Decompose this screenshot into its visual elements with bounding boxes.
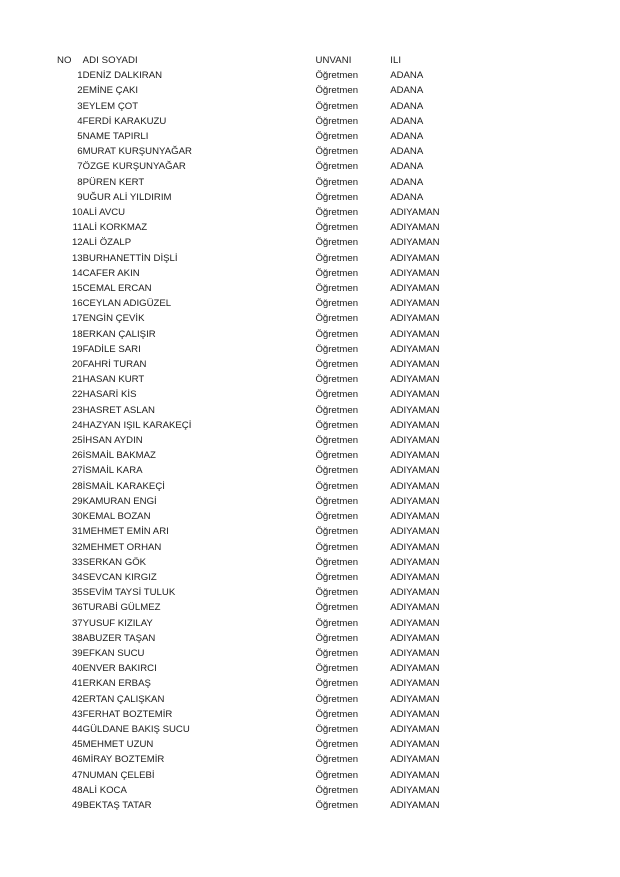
cell-city: ADIYAMAN bbox=[390, 419, 440, 431]
cell-no: 21 bbox=[71, 374, 83, 386]
cell-no: 47 bbox=[71, 769, 83, 781]
cell-name: KEMAL BOZAN bbox=[82, 511, 151, 523]
table-row bbox=[57, 616, 497, 631]
cell-name: NAME TAPIRLI bbox=[82, 131, 149, 143]
table-row bbox=[57, 190, 497, 205]
table-row bbox=[57, 570, 497, 585]
cell-no: 4 bbox=[77, 115, 83, 127]
cell-title: Öğretmen bbox=[315, 374, 359, 386]
cell-title: Öğretmen bbox=[315, 632, 359, 644]
cell-name: BURHANETTİN DİŞLİ bbox=[82, 252, 178, 264]
cell-name: KAMURAN ENGİ bbox=[82, 495, 157, 507]
cell-city: ADANA bbox=[390, 191, 424, 203]
cell-name: ABUZER TAŞAN bbox=[82, 632, 156, 644]
cell-city: ADANA bbox=[390, 176, 424, 188]
cell-name: İHSAN AYDIN bbox=[82, 435, 143, 447]
cell-title: Öğretmen bbox=[315, 328, 359, 340]
cell-name: İSMAİL KARAKEÇİ bbox=[82, 480, 165, 492]
table-row bbox=[57, 783, 497, 798]
cell-name: ALİ KOCA bbox=[82, 784, 127, 796]
cell-no: 29 bbox=[71, 495, 83, 507]
cell-name: EMİNE ÇAKI bbox=[82, 85, 139, 97]
cell-city: ADIYAMAN bbox=[390, 632, 440, 644]
cell-title: Öğretmen bbox=[315, 359, 359, 371]
cell-name: MURAT KURŞUNYAĞAR bbox=[82, 146, 192, 158]
cell-title: Öğretmen bbox=[315, 571, 359, 583]
table-row bbox=[57, 403, 497, 418]
cell-title: Öğretmen bbox=[315, 465, 359, 477]
cell-name: ENGİN ÇEVİK bbox=[82, 313, 145, 325]
cell-city: ADIYAMAN bbox=[390, 678, 440, 690]
table-row bbox=[57, 205, 497, 220]
cell-city: ADIYAMAN bbox=[390, 343, 440, 355]
cell-no: 34 bbox=[71, 571, 83, 583]
cell-title: Öğretmen bbox=[315, 222, 359, 234]
cell-no: 32 bbox=[71, 541, 83, 553]
table-row bbox=[57, 311, 497, 326]
personnel-list-container bbox=[57, 53, 557, 813]
cell-name: FAHRİ TURAN bbox=[82, 359, 147, 371]
cell-city: ADIYAMAN bbox=[390, 465, 440, 477]
cell-city: ADIYAMAN bbox=[390, 587, 440, 599]
cell-no: 16 bbox=[71, 298, 83, 310]
cell-title: Öğretmen bbox=[315, 237, 359, 249]
table-row bbox=[57, 296, 497, 311]
cell-title: Öğretmen bbox=[315, 450, 359, 462]
cell-title: Öğretmen bbox=[315, 191, 359, 203]
table-row bbox=[57, 494, 497, 509]
cell-title: Öğretmen bbox=[315, 587, 359, 599]
cell-title: Öğretmen bbox=[315, 739, 359, 751]
cell-title: Öğretmen bbox=[315, 85, 359, 97]
table-row bbox=[57, 327, 497, 342]
cell-name: ENVER BAKIRCI bbox=[82, 663, 157, 675]
cell-city: ADIYAMAN bbox=[390, 480, 440, 492]
cell-title: Öğretmen bbox=[315, 799, 359, 811]
table-row bbox=[57, 418, 497, 433]
table-row bbox=[57, 129, 497, 144]
cell-no: 44 bbox=[71, 723, 83, 735]
cell-title: Öğretmen bbox=[315, 541, 359, 553]
cell-no: 30 bbox=[71, 511, 83, 523]
cell-title: Öğretmen bbox=[315, 511, 359, 523]
cell-no: 13 bbox=[71, 252, 83, 264]
cell-city: ADIYAMAN bbox=[390, 435, 440, 447]
table-row bbox=[57, 342, 497, 357]
cell-title: Öğretmen bbox=[315, 769, 359, 781]
table-row bbox=[57, 646, 497, 661]
cell-name: NUMAN ÇELEBİ bbox=[82, 769, 155, 781]
table-row bbox=[57, 266, 497, 281]
cell-city: ADIYAMAN bbox=[390, 769, 440, 781]
cell-title: Öğretmen bbox=[315, 70, 359, 82]
cell-title: Öğretmen bbox=[315, 283, 359, 295]
cell-name: SERKAN GÖK bbox=[82, 556, 147, 568]
cell-city: ADIYAMAN bbox=[390, 617, 440, 629]
cell-no: 9 bbox=[77, 191, 83, 203]
cell-city: ADANA bbox=[390, 85, 424, 97]
cell-title: Öğretmen bbox=[315, 146, 359, 158]
cell-city: ADIYAMAN bbox=[390, 556, 440, 568]
table-row bbox=[57, 68, 497, 83]
personnel-table bbox=[57, 53, 497, 813]
cell-title: Öğretmen bbox=[315, 131, 359, 143]
cell-name: BEKTAŞ TATAR bbox=[82, 799, 152, 811]
cell-no: 33 bbox=[71, 556, 83, 568]
cell-no: 49 bbox=[71, 799, 83, 811]
cell-name: HAZYAN IŞIL KARAKEÇİ bbox=[82, 419, 192, 431]
cell-city: ADIYAMAN bbox=[390, 283, 440, 295]
cell-no: 20 bbox=[71, 359, 83, 371]
cell-city: ADIYAMAN bbox=[390, 222, 440, 234]
cell-name: ERTAN ÇALIŞKAN bbox=[82, 693, 165, 705]
cell-no: 2 bbox=[77, 85, 83, 97]
table-row bbox=[57, 676, 497, 691]
cell-no: 17 bbox=[71, 313, 83, 325]
cell-no: 3 bbox=[77, 100, 83, 112]
cell-no: 40 bbox=[71, 663, 83, 675]
cell-city: ADIYAMAN bbox=[390, 693, 440, 705]
table-row bbox=[57, 555, 497, 570]
cell-name: TURABİ GÜLMEZ bbox=[82, 602, 161, 614]
table-row bbox=[57, 722, 497, 737]
cell-name: ERKAN ÇALIŞIR bbox=[82, 328, 156, 340]
cell-title: Öğretmen bbox=[315, 435, 359, 447]
cell-city: ADIYAMAN bbox=[390, 511, 440, 523]
cell-title: Öğretmen bbox=[315, 647, 359, 659]
cell-name: MEHMET UZUN bbox=[82, 739, 154, 751]
cell-city: ADIYAMAN bbox=[390, 541, 440, 553]
table-row bbox=[57, 509, 497, 524]
cell-name: EYLEM ÇOT bbox=[82, 100, 139, 112]
cell-no: 37 bbox=[71, 617, 83, 629]
cell-no: 23 bbox=[71, 404, 83, 416]
cell-city: ADIYAMAN bbox=[390, 389, 440, 401]
cell-name: ALİ ÖZALP bbox=[82, 237, 132, 249]
cell-no: 19 bbox=[71, 343, 83, 355]
table-row bbox=[57, 798, 497, 813]
cell-city: ADIYAMAN bbox=[390, 647, 440, 659]
cell-no: 7 bbox=[77, 161, 83, 173]
cell-no: 22 bbox=[71, 389, 83, 401]
column-header-name: ADI SOYADI bbox=[82, 55, 138, 66]
cell-title: Öğretmen bbox=[315, 526, 359, 538]
cell-title: Öğretmen bbox=[315, 115, 359, 127]
cell-name: FADİLE SARI bbox=[82, 343, 141, 355]
table-row bbox=[57, 144, 497, 159]
cell-name: GÜLDANE BAKIŞ SUCU bbox=[82, 723, 190, 735]
cell-no: 8 bbox=[77, 176, 83, 188]
cell-name: HASAN KURT bbox=[82, 374, 145, 386]
cell-no: 12 bbox=[71, 237, 83, 249]
cell-title: Öğretmen bbox=[315, 298, 359, 310]
cell-title: Öğretmen bbox=[315, 784, 359, 796]
table-row bbox=[57, 540, 497, 555]
table-row bbox=[57, 433, 497, 448]
cell-no: 18 bbox=[71, 328, 83, 340]
cell-title: Öğretmen bbox=[315, 176, 359, 188]
cell-title: Öğretmen bbox=[315, 389, 359, 401]
table-row bbox=[57, 235, 497, 250]
cell-city: ADIYAMAN bbox=[390, 495, 440, 507]
cell-title: Öğretmen bbox=[315, 404, 359, 416]
cell-name: UĞUR ALİ YILDIRIM bbox=[82, 191, 172, 203]
cell-name: MEHMET ORHAN bbox=[82, 541, 162, 553]
table-header-row bbox=[57, 53, 497, 68]
cell-city: ADIYAMAN bbox=[390, 252, 440, 264]
cell-city: ADIYAMAN bbox=[390, 754, 440, 766]
cell-no: 46 bbox=[71, 754, 83, 766]
table-row bbox=[57, 707, 497, 722]
cell-name: HASRET ASLAN bbox=[82, 404, 155, 416]
cell-title: Öğretmen bbox=[315, 617, 359, 629]
cell-city: ADIYAMAN bbox=[390, 663, 440, 675]
cell-no: 42 bbox=[71, 693, 83, 705]
table-row bbox=[57, 600, 497, 615]
cell-no: 1 bbox=[77, 70, 83, 82]
cell-city: ADIYAMAN bbox=[390, 359, 440, 371]
table-row bbox=[57, 251, 497, 266]
cell-city: ADIYAMAN bbox=[390, 784, 440, 796]
cell-name: İSMAİL BAKMAZ bbox=[82, 450, 156, 462]
cell-name: CEMAL ERCAN bbox=[82, 283, 152, 295]
table-row bbox=[57, 281, 497, 296]
cell-city: ADANA bbox=[390, 131, 424, 143]
cell-no: 27 bbox=[71, 465, 83, 477]
cell-city: ADIYAMAN bbox=[390, 450, 440, 462]
cell-name: PÜREN KERT bbox=[82, 176, 145, 188]
cell-name: YUSUF KIZILAY bbox=[82, 617, 153, 629]
cell-city: ADIYAMAN bbox=[390, 237, 440, 249]
cell-city: ADIYAMAN bbox=[390, 404, 440, 416]
cell-name: ERKAN ERBAŞ bbox=[82, 678, 151, 690]
cell-name: ALİ AVCU bbox=[82, 207, 126, 219]
table-row bbox=[57, 387, 497, 402]
cell-city: ADANA bbox=[390, 100, 424, 112]
table-row bbox=[57, 99, 497, 114]
cell-no: 31 bbox=[71, 526, 83, 538]
cell-city: ADIYAMAN bbox=[390, 207, 440, 219]
cell-title: Öğretmen bbox=[315, 754, 359, 766]
cell-name: SEVİM TAYSİ TULUK bbox=[82, 587, 176, 599]
column-header-title: UNVANI bbox=[315, 55, 352, 66]
cell-title: Öğretmen bbox=[315, 343, 359, 355]
cell-city: ADANA bbox=[390, 115, 424, 127]
column-header-city: ILI bbox=[390, 55, 402, 66]
table-body bbox=[57, 68, 497, 813]
table-row bbox=[57, 220, 497, 235]
cell-city: ADIYAMAN bbox=[390, 571, 440, 583]
cell-title: Öğretmen bbox=[315, 480, 359, 492]
cell-no: 35 bbox=[71, 587, 83, 599]
cell-no: 10 bbox=[71, 207, 83, 219]
cell-name: EFKAN SUCU bbox=[82, 647, 145, 659]
table-row bbox=[57, 114, 497, 129]
cell-city: ADIYAMAN bbox=[390, 723, 440, 735]
cell-city: ADIYAMAN bbox=[390, 602, 440, 614]
table-row bbox=[57, 448, 497, 463]
cell-title: Öğretmen bbox=[315, 556, 359, 568]
cell-title: Öğretmen bbox=[315, 708, 359, 720]
cell-name: CEYLAN ADIGÜZEL bbox=[82, 298, 172, 310]
cell-no: 39 bbox=[71, 647, 83, 659]
cell-title: Öğretmen bbox=[315, 313, 359, 325]
cell-no: 36 bbox=[71, 602, 83, 614]
table-row bbox=[57, 159, 497, 174]
table-row bbox=[57, 661, 497, 676]
cell-name: HASARİ KİS bbox=[82, 389, 137, 401]
cell-no: 28 bbox=[71, 480, 83, 492]
cell-city: ADANA bbox=[390, 146, 424, 158]
cell-no: 45 bbox=[71, 739, 83, 751]
cell-title: Öğretmen bbox=[315, 252, 359, 264]
cell-no: 26 bbox=[71, 450, 83, 462]
table-row bbox=[57, 463, 497, 478]
table-row bbox=[57, 83, 497, 98]
table-row bbox=[57, 631, 497, 646]
cell-title: Öğretmen bbox=[315, 161, 359, 173]
table-row bbox=[57, 372, 497, 387]
cell-title: Öğretmen bbox=[315, 663, 359, 675]
cell-title: Öğretmen bbox=[315, 419, 359, 431]
table-row bbox=[57, 752, 497, 767]
cell-name: İSMAİL KARA bbox=[82, 465, 143, 477]
cell-no: 41 bbox=[71, 678, 83, 690]
cell-name: MİRAY BOZTEMİR bbox=[82, 754, 165, 766]
cell-no: 24 bbox=[71, 419, 83, 431]
cell-no: 43 bbox=[71, 708, 83, 720]
cell-city: ADIYAMAN bbox=[390, 708, 440, 720]
column-header-no: NO bbox=[57, 55, 72, 66]
cell-name: SEVCAN KIRGIZ bbox=[82, 571, 157, 583]
cell-title: Öğretmen bbox=[315, 207, 359, 219]
cell-title: Öğretmen bbox=[315, 693, 359, 705]
table-row bbox=[57, 175, 497, 190]
cell-no: 11 bbox=[72, 222, 83, 234]
cell-city: ADIYAMAN bbox=[390, 313, 440, 325]
cell-city: ADIYAMAN bbox=[390, 374, 440, 386]
cell-name: ÖZGE KURŞUNYAĞAR bbox=[82, 161, 186, 173]
cell-city: ADIYAMAN bbox=[390, 739, 440, 751]
cell-no: 5 bbox=[77, 131, 83, 143]
table-row bbox=[57, 357, 497, 372]
cell-city: ADANA bbox=[390, 161, 424, 173]
cell-name: FERHAT BOZTEMİR bbox=[82, 708, 173, 720]
cell-name: FERDİ KARAKUZU bbox=[82, 115, 167, 127]
table-row bbox=[57, 585, 497, 600]
cell-title: Öğretmen bbox=[315, 602, 359, 614]
table-row bbox=[57, 692, 497, 707]
cell-city: ADIYAMAN bbox=[390, 799, 440, 811]
cell-no: 38 bbox=[71, 632, 83, 644]
cell-title: Öğretmen bbox=[315, 495, 359, 507]
cell-title: Öğretmen bbox=[315, 100, 359, 112]
cell-city: ADANA bbox=[390, 70, 424, 82]
cell-name: MEHMET EMİN ARI bbox=[82, 526, 169, 538]
cell-no: 25 bbox=[71, 435, 83, 447]
cell-city: ADIYAMAN bbox=[390, 526, 440, 538]
cell-no: 15 bbox=[71, 283, 83, 295]
table-header bbox=[57, 53, 497, 68]
table-row bbox=[57, 479, 497, 494]
cell-city: ADIYAMAN bbox=[390, 328, 440, 340]
cell-no: 48 bbox=[71, 784, 83, 796]
cell-title: Öğretmen bbox=[315, 723, 359, 735]
table-row bbox=[57, 737, 497, 752]
cell-title: Öğretmen bbox=[315, 678, 359, 690]
cell-name: ALİ KORKMAZ bbox=[82, 222, 148, 234]
cell-city: ADIYAMAN bbox=[390, 267, 440, 279]
cell-title: Öğretmen bbox=[315, 267, 359, 279]
table-row bbox=[57, 768, 497, 783]
cell-name: CAFER AKIN bbox=[82, 267, 140, 279]
cell-no: 14 bbox=[71, 267, 83, 279]
cell-no: 6 bbox=[77, 146, 83, 158]
cell-name: DENİZ DALKIRAN bbox=[82, 70, 163, 82]
cell-city: ADIYAMAN bbox=[390, 298, 440, 310]
table-row bbox=[57, 524, 497, 539]
